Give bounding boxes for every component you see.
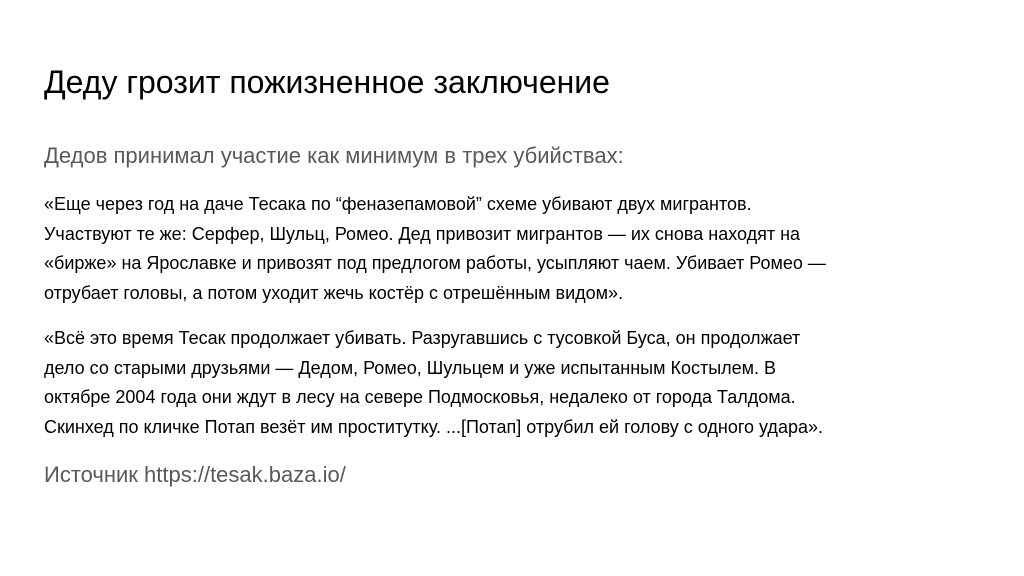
quote-line: октябре 2004 года они ждут в лесу на севере Подмосковья, недалеко от города Талдома.	[44, 387, 796, 407]
slide-title: Деду грозит пожизненное заключение	[44, 64, 610, 100]
quote-line: «бирже» на Ярославке и привозят под предлогом работы, усыпляют чаем. Убивает Ромео —	[44, 253, 826, 273]
quote-line: «Еще через год на даче Тесака по “феназепамовой” схеме убивают двух мигрантов.	[44, 194, 752, 214]
quote-line: отрубает головы, а потом уходит жечь костёр с отрешённым видом».	[44, 282, 624, 303]
quote-paragraph-2	[44, 324, 994, 442]
quote-line: дело со старыми друзьями — Дедом, Ромео, Шульцем и уже испытанным Костылем. В	[44, 357, 777, 378]
quote-paragraph-1	[44, 190, 994, 308]
quote-line: Участвуют те же: Серфер, Шульц, Ромео. Дед привозит мигрантов — их снова находят на	[44, 223, 801, 244]
source-text: Источник https://tesak.baza.io/	[44, 462, 346, 487]
quote-line: Скинхед по кличке Потап везёт им проститутку. ...[Потап] отрубил ей голову с одного удара».	[44, 416, 823, 437]
slide-subtitle: Дедов принимал участие как минимум в трех убийствах:	[44, 143, 624, 168]
quote-line: «Всё это время Тесак продолжает убивать. Разругавшись с тусовкой Буса, он продолжает	[44, 328, 801, 348]
